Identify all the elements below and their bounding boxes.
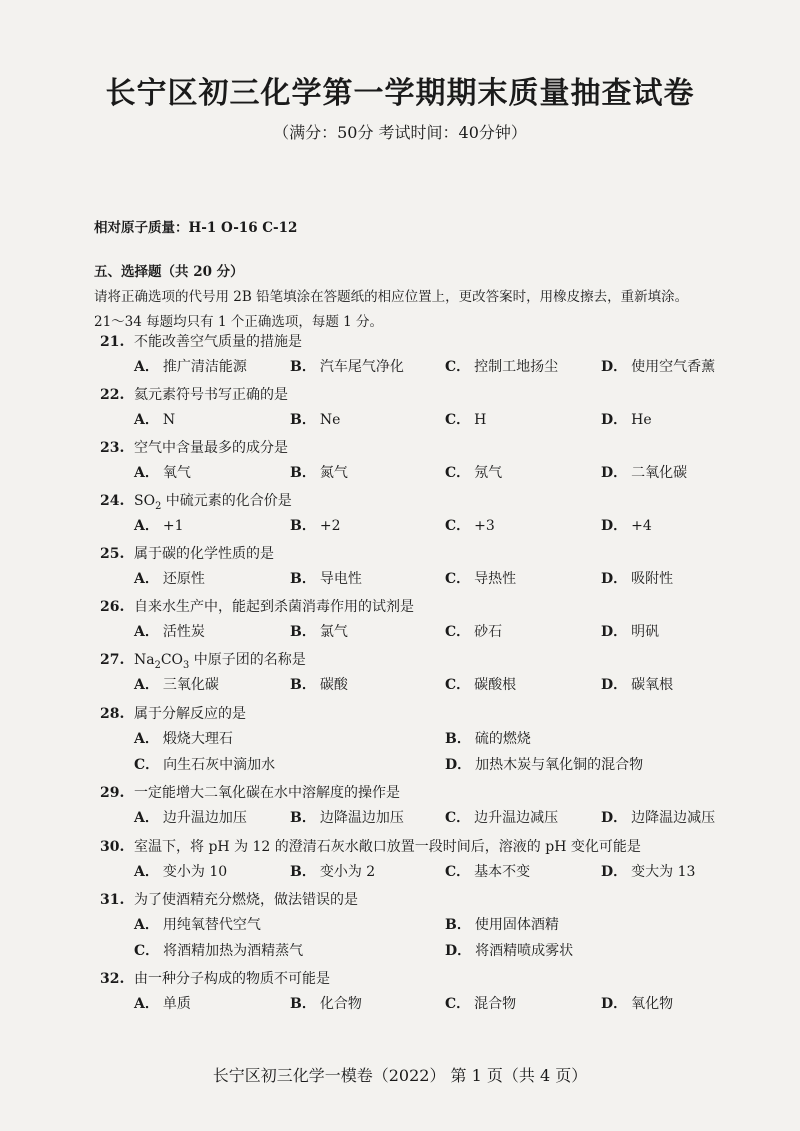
option-b: B． 变小为 2 [290, 864, 376, 880]
option-d: D． 变大为 13 [601, 864, 696, 880]
option-d: D． 加热木炭与氧化铜的混合物 [445, 757, 644, 773]
question-number: 21. [100, 334, 125, 350]
page-footer: 长宁区初三化学一模卷（2022） 第 1 页（共 4 页） [212, 1066, 588, 1085]
page-title: 长宁区初三化学第一学期期末质量抽查试卷 [105, 76, 695, 111]
question [100, 436, 740, 486]
option-b: B． 碳酸 [290, 677, 348, 693]
option-c: C． 控制工地扬尘 [445, 359, 559, 375]
option-c: C． 向生石灰中滴加水 [134, 757, 276, 773]
option-a: A． 变小为 10 [134, 864, 228, 880]
option-c: C． +3 [445, 518, 495, 534]
question-number: 26. [100, 599, 125, 615]
question-number: 22. [100, 387, 125, 403]
option-c: C． 碳酸根 [445, 677, 517, 693]
question-stem: $SO_2$ 中硫元素的化合价是 [134, 493, 292, 512]
option-a: A． +1 [134, 518, 184, 534]
option-d: D． 将酒精喷成雾状 [445, 943, 574, 959]
question-stem: $Na_2CO_3$ 中原子团的名称是 [134, 652, 306, 671]
question [100, 648, 740, 698]
option-b: B． 氮气 [290, 465, 348, 481]
option-b: B． 边降温边加压 [290, 810, 404, 826]
option-d: D． +4 [601, 518, 652, 534]
question [100, 489, 740, 539]
question-stem: 氦元素符号书写正确的是 [134, 387, 288, 403]
option-a: A． 推广清洁能源 [134, 359, 247, 375]
section-instruction: 请将正确选项的代号用 2B 铅笔填涂在答题纸的相应位置上，更改答案时，用橡皮擦去，重新填涂。 [94, 289, 689, 305]
option-c: C． 将酒精加热为酒精蒸气 [134, 943, 304, 959]
question-number: 29. [100, 785, 125, 801]
question [100, 781, 740, 831]
option-a: A． 还原性 [134, 571, 205, 587]
question-stem: 室温下，将 pH 为 12 的澄清石灰水敞口放置一段时间后，溶液的 pH 变化可能是 [134, 839, 641, 855]
option-b: B． 化合物 [290, 996, 362, 1012]
section-title: 五、选择题（共 20 分） [94, 264, 244, 280]
question [100, 383, 740, 433]
question [100, 888, 740, 964]
option-d: D． He [601, 412, 652, 428]
question-number: 23. [100, 440, 125, 456]
question [100, 595, 740, 645]
question [100, 835, 740, 885]
question-stem: 一定能增大二氧化碳在水中溶解度的操作是 [134, 785, 400, 801]
section-instruction: 21～34 每题均只有 1 个正确选项，每题 1 分。 [94, 314, 383, 330]
option-a: A． 三氧化碳 [134, 677, 219, 693]
question-number: 28. [100, 706, 125, 722]
option-b: B． 硫的燃烧 [445, 731, 531, 747]
question-number: 25. [100, 546, 125, 562]
option-b: B． +2 [290, 518, 341, 534]
question-stem: 属于分解反应的是 [134, 706, 246, 722]
question-stem: 由一种分子构成的物质不可能是 [134, 971, 330, 987]
option-c: C． H [445, 412, 487, 428]
question-stem: 空气中含量最多的成分是 [134, 440, 288, 456]
option-d: D． 吸附性 [601, 571, 674, 587]
exam-info: （满分：50分 考试时间：40分钟） [273, 123, 527, 142]
option-a: A． 活性炭 [134, 624, 205, 640]
option-a: A． 单质 [134, 996, 191, 1012]
atomic-masses: 相对原子质量：H-1 O-16 C-12 [94, 220, 298, 236]
option-d: D． 明矾 [601, 624, 660, 640]
question-number: 31. [100, 892, 125, 908]
option-b: B． 导电性 [290, 571, 362, 587]
option-d: D． 使用空气香薰 [601, 359, 716, 375]
question-number: 30. [100, 839, 125, 855]
option-d: D． 氧化物 [601, 996, 674, 1012]
option-c: C． 边升温边减压 [445, 810, 559, 826]
option-b: B． Ne [290, 412, 341, 428]
question-stem: 为了使酒精充分燃烧，做法错误的是 [134, 892, 358, 908]
question [100, 330, 740, 380]
option-a: A． 煅烧大理石 [134, 731, 233, 747]
question-stem: 属于碳的化学性质的是 [134, 546, 274, 562]
option-a: A． 氧气 [134, 465, 191, 481]
option-a: A． 用纯氧替代空气 [134, 917, 261, 933]
option-d: D． 二氧化碳 [601, 465, 688, 481]
question [100, 702, 740, 778]
question-stem: 自来水生产中，能起到杀菌消毒作用的试剂是 [134, 599, 414, 615]
option-b: B． 使用固体酒精 [445, 917, 559, 933]
option-c: C． 混合物 [445, 996, 517, 1012]
question [100, 542, 740, 592]
option-b: B． 汽车尾气净化 [290, 359, 404, 375]
option-a: A． 边升温边加压 [134, 810, 247, 826]
option-d: D． 碳氧根 [601, 677, 674, 693]
question [100, 967, 740, 1017]
option-d: D． 边降温边减压 [601, 810, 716, 826]
option-b: B． 氯气 [290, 624, 348, 640]
option-c: C． 导热性 [445, 571, 517, 587]
option-c: C． 氖气 [445, 465, 503, 481]
question-number: 27. [100, 652, 125, 668]
question-stem: 不能改善空气质量的措施是 [134, 334, 302, 350]
question-number: 32. [100, 971, 125, 987]
option-c: C． 砂石 [445, 624, 503, 640]
option-a: A． N [134, 412, 176, 428]
option-c: C． 基本不变 [445, 864, 531, 880]
question-number: 24. [100, 493, 125, 509]
